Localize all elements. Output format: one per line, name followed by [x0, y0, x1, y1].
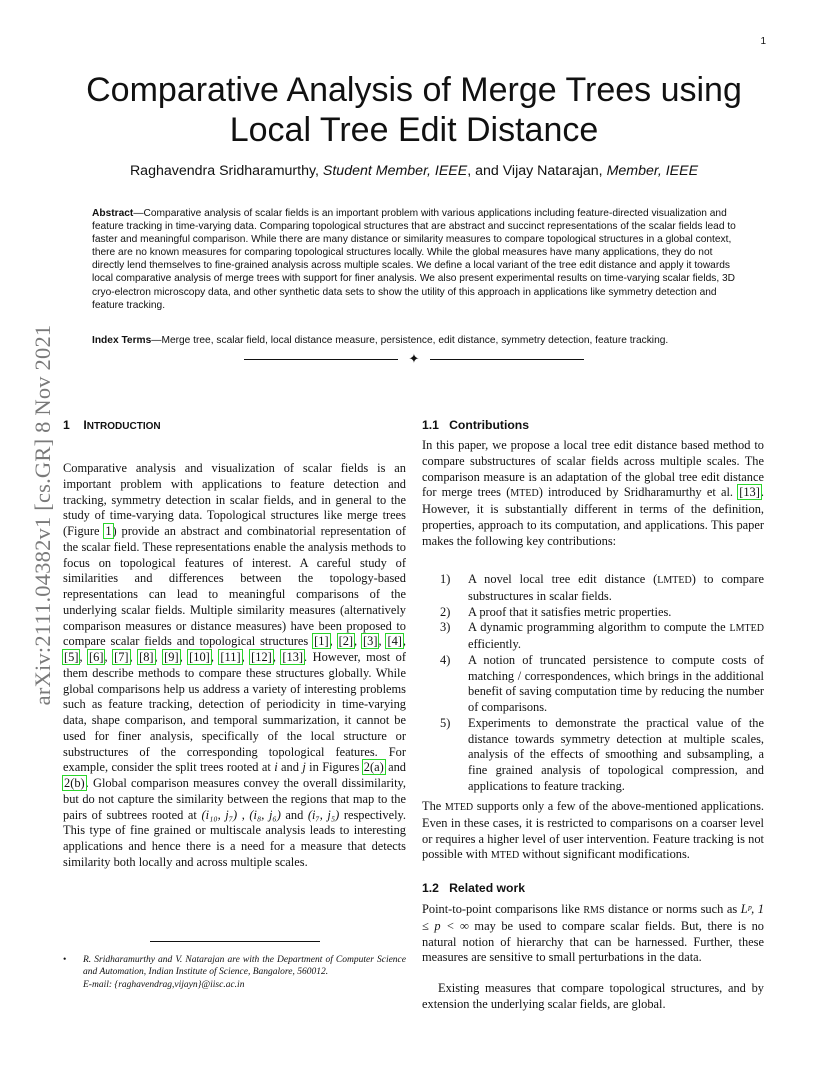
author-connector: , and Vijay Natarajan,: [467, 163, 603, 179]
cite-13[interactable]: [13]: [282, 650, 304, 664]
divider-rule-right: [430, 359, 584, 360]
arxiv-identifier-text: arXiv:2111.04382v1 [cs.GR] 8 Nov 2021: [30, 324, 55, 706]
figure-1-link[interactable]: 1: [105, 524, 112, 538]
cite-1[interactable]: [1]: [314, 634, 329, 649]
page-number: 1: [760, 36, 766, 47]
divider-diamond-icon: ✦: [408, 351, 420, 366]
math-pair-1: (i₁₀, j₇): [201, 807, 238, 822]
cite-6[interactable]: [6]: [89, 650, 104, 664]
list-text: A proof that it satisfies metric properties.: [468, 604, 672, 619]
contrib-text-1: In this paper, we propose a local tree edit distance based method to compare substructures of scalar fields across multiple scales. The comparison measure is an adaptation of the global tree edit distance for merge trees (: [422, 438, 764, 500]
paper-title: [60, 70, 768, 150]
math-var-i: i: [274, 760, 278, 775]
intro-text-5: and: [384, 760, 406, 775]
intro-text-6: . Global comparison measures convey the overall dissimilarity, but do not capture the similarity between the regions that map to the pairs of subtrees rooted at: [63, 776, 406, 822]
intro-text-7: respectively. This type of fine grained or multiscale analysis leads to interesting applications and hence there is a need for a measure that detects similarity both locally and across multiple scales.: [63, 807, 406, 869]
section-number: 1: [63, 418, 70, 432]
title-line-1: Comparative Analysis of Merge Trees using: [86, 71, 742, 109]
footnote-body: [83, 954, 406, 991]
intro-and: and: [277, 760, 303, 775]
author-line: [60, 163, 768, 179]
figure-2a-link[interactable]: 2(a): [363, 760, 384, 775]
arxiv-identifier[interactable]: [27, 270, 59, 760]
list-text-post: ) to compare substructures in scalar fields.: [468, 572, 764, 603]
figure-2b-link[interactable]: 2(b): [64, 776, 85, 790]
author-2-role: Member, IEEE: [606, 163, 699, 179]
list-number: 5): [440, 715, 451, 730]
list-text: A novel local tree edit distance (: [468, 572, 658, 586]
list-number: 1): [440, 572, 451, 586]
intro-text-3: . However, most of them describe methods to compare these structures globally. While global comparisons help us address a variety of interesting problems such as feature tracking, detection of periodicity in time-varying data, shape comparison, and temporal summarization, it cannot be used for finer analysis, specifically of the local structure or substructures of the corresponding topological features. For example, consider the split trees rooted at: [63, 650, 406, 775]
author-footnote: [63, 954, 406, 991]
list-acronym: LMTED: [657, 575, 692, 586]
section-title-rest: NTRODUCTION: [86, 421, 161, 432]
contrib-text-2: ) introduced by Sridharamurthy et al.: [538, 485, 739, 500]
related-text-3: may be used to compare scalar fields. But, there is no natural notion of hierarchy that can be harnessed. Further, these measures are sensitive to small perturbations in the data.: [422, 918, 764, 965]
list-number: 4): [440, 652, 451, 667]
contributions-list: [440, 572, 764, 795]
math-var-j: j: [302, 760, 306, 775]
intro-comma: ,: [237, 807, 250, 822]
title-line-2: Local Tree Edit Distance: [229, 111, 599, 149]
list-text: Experiments to demonstrate the practical value of the distance towards symmetry detection at multiple scales, analysis of the effects of smoothing and subsampling, a fine grained analysis of topological compression, and applications to feature tracking.: [468, 715, 764, 793]
intro-text-4: in Figures: [305, 760, 363, 775]
cite-4[interactable]: [4]: [387, 634, 402, 649]
list-text: A notion of truncated persistence to compute costs of matching / correspondences, which brings in the additional benefit of saving computation time by reducing the number of comparisons.: [468, 652, 764, 714]
subsection-number: 1.1: [422, 418, 439, 432]
contrib-text-3: . However, it is substantially different in terms of the definition, properties, approach to its computation, and applications. This paper makes the following key contributions:: [422, 485, 764, 548]
related-work-paragraph: [422, 902, 764, 966]
intro-and-2: and: [280, 807, 308, 822]
cite-12[interactable]: [12]: [251, 650, 272, 664]
math-pair-2: (i₈, j₆): [249, 807, 281, 822]
list-text-post: efficiently.: [468, 637, 521, 651]
after-text-1: The: [422, 799, 445, 813]
cite-8[interactable]: [8]: [139, 650, 154, 664]
cite-2[interactable]: [2]: [338, 634, 354, 649]
section-title-initial: I: [83, 418, 87, 432]
after-text-2: supports only a few of the above-mentioned applications. Even in these cases, it is restricted to comparisons on a coarser level or requires a higher level of user intervention. Feature tracking is not possible with: [422, 799, 764, 862]
subsection-heading-contributions: [422, 418, 764, 432]
after-text-3: without significant modifications.: [519, 847, 690, 862]
related-text-1: Point-to-point comparisons like: [422, 902, 584, 916]
cite-13-contrib[interactable]: [13]: [739, 485, 760, 500]
abstract-text: —Comparative analysis of scalar fields is an important problem with various applications including feature-directed visualization and feature tracking in time-varying data. Comparing topological structures that are abstract and succinct representations of the scalar fields lead to faster and meaningful comparison. While there are many distance or similarity measures to compare topological structures in a global context, there are no known measures for comparing topological structures locally. While the global measures have many applications, they do not directly lend themselves to fine-grained analysis across multiple scales. We define a local variant of the tree edit distance and apply it towards local comparative analysis of merge trees with support for finer analysis. We also present experimental results on time-varying scalar fields, 3D cryo-electron microscopy data, and other synthetic data sets to show the utility of this approach in applications like symmetry detection and feature tracking.: [92, 208, 736, 311]
mted-acronym: MTED: [510, 488, 539, 500]
mted-limitations-paragraph: [422, 799, 764, 864]
cite-9[interactable]: [9]: [164, 650, 179, 664]
cite-11[interactable]: [11]: [220, 650, 241, 664]
list-number: 2): [440, 604, 451, 619]
rms-acronym: RMS: [583, 905, 605, 916]
related-text-2: distance or norms such as: [604, 902, 741, 916]
cite-10[interactable]: [10]: [189, 650, 210, 664]
mted-acronym: MTED: [490, 850, 520, 862]
index-terms: [92, 334, 740, 347]
subsection-title: Related work: [449, 881, 525, 895]
list-item: [440, 620, 764, 653]
list-number: 3): [440, 620, 451, 635]
intro-text-1: Comparative analysis and visualization of scalar fields is an important problem with applications to feature detection and tracking, symmetry detection in scalar fields, and in general to the study of time-varying data. Topological structures like merge trees (Figure: [63, 461, 406, 538]
divider-rule-left: [244, 359, 398, 360]
author-1-role: Student Member, IEEE: [322, 163, 468, 179]
list-acronym: LMTED: [729, 623, 764, 635]
mted-acronym: MTED: [444, 802, 474, 813]
cite-3[interactable]: [3]: [363, 634, 378, 649]
index-terms-label: Index Terms: [92, 335, 152, 346]
list-item: [440, 605, 764, 621]
author-1: Raghavendra Sridharamurthy,: [129, 163, 319, 179]
section-heading-introduction: [63, 418, 161, 432]
existing-measures-paragraph: Existing measures that compare topological structures, and by extension the underlying scalar fields, are global.: [422, 981, 764, 1011]
subsection-number: 1.2: [422, 881, 439, 895]
index-terms-text: —Merge tree, scalar field, local distance measure, persistence, edit distance, symmetry detection, feature tracking.: [151, 335, 669, 346]
footnote-text: R. Sridharamurthy and V. Natarajan are with the Department of Computer Science and Automation, Indian Institute of Science, Bangalore, 560012.: [83, 955, 406, 978]
footnote-rule: [150, 941, 320, 942]
intro-text-2: ) provide an abstract and combinatorial representation of the scalar field. These representations enable the analysis methods to focus on topological features of interest. A careful study of similarities and differences between the topology-based representations can lead to meaningful comparisons of the underlying scalar fields. Multiple similarity measures (alternatively comparison measures or distance measures) have been proposed to compare scalar fields and topological structures: [63, 524, 406, 649]
list-item: [440, 716, 764, 795]
introduction-paragraph: Comparative analysis and visualization of scalar fields is an important problem with applications to feature detection and tracking, symmetry detection in scalar fields, and in general to the study of time-varying data. Topological structures like merge trees (Figure 1) provide an abstract and combinatorial representation of the scalar field. These representations enable the analysis methods to focus on topological features of interest. A careful study of similarities and differences between the topology-based representations can lead to meaningful comparisons of the underlying scalar fields. Multiple similarity measures (alternatively comparison measures or distance measures) have been proposed to compare scalar fields and topological structures [1], [2], [3], [4], [5], [6], [7], [8], [9], [10], [11], [12], [13]. However, most of them describe methods to compare these structures globally. While global comparisons help us address a variety of interesting problems such as feature tracking, detection of periodicity in time-varying data, shape comparison, and temporal summarization, it cannot be used for finer analysis, specifically of the local structure or substructures of the corresponding topological features. For example, consider the split trees rooted at i and j in Figures 2(a) and 2(b). Global comparison measures convey the overall dissimilarity, but do not capture the similarity between the regions that map to the pairs of subtrees rooted at (i₁₀, j₇) , (i₈, j₆) and (i₇, j₅) respectively. This type of fine grained or multiscale analysis leads to interesting applications and hence there is a need for a measure that detects similarity both locally and across multiple scales.: [63, 461, 407, 869]
cite-7[interactable]: [7]: [114, 650, 129, 664]
subsection-heading-related-work: [422, 881, 764, 895]
math-lp-norm: Lᵖ, 1 ≤ p < ∞: [422, 902, 764, 933]
footnote-email[interactable]: E-mail: {raghavendrag,vijayn}@iisc.ac.in: [83, 979, 245, 990]
abstract-label: Abstract: [92, 208, 134, 219]
list-text: A dynamic programming algorithm to compute the: [468, 620, 730, 635]
abstract: [92, 207, 740, 312]
footnote-bullet: •: [63, 955, 67, 965]
cite-5[interactable]: [5]: [64, 650, 79, 664]
section-divider: [244, 351, 584, 367]
math-pair-3: (i₇, j₅): [307, 807, 340, 822]
subsection-title: Contributions: [449, 418, 530, 432]
list-item: [440, 653, 764, 716]
contributions-paragraph: [422, 438, 764, 549]
list-item: [440, 572, 764, 605]
